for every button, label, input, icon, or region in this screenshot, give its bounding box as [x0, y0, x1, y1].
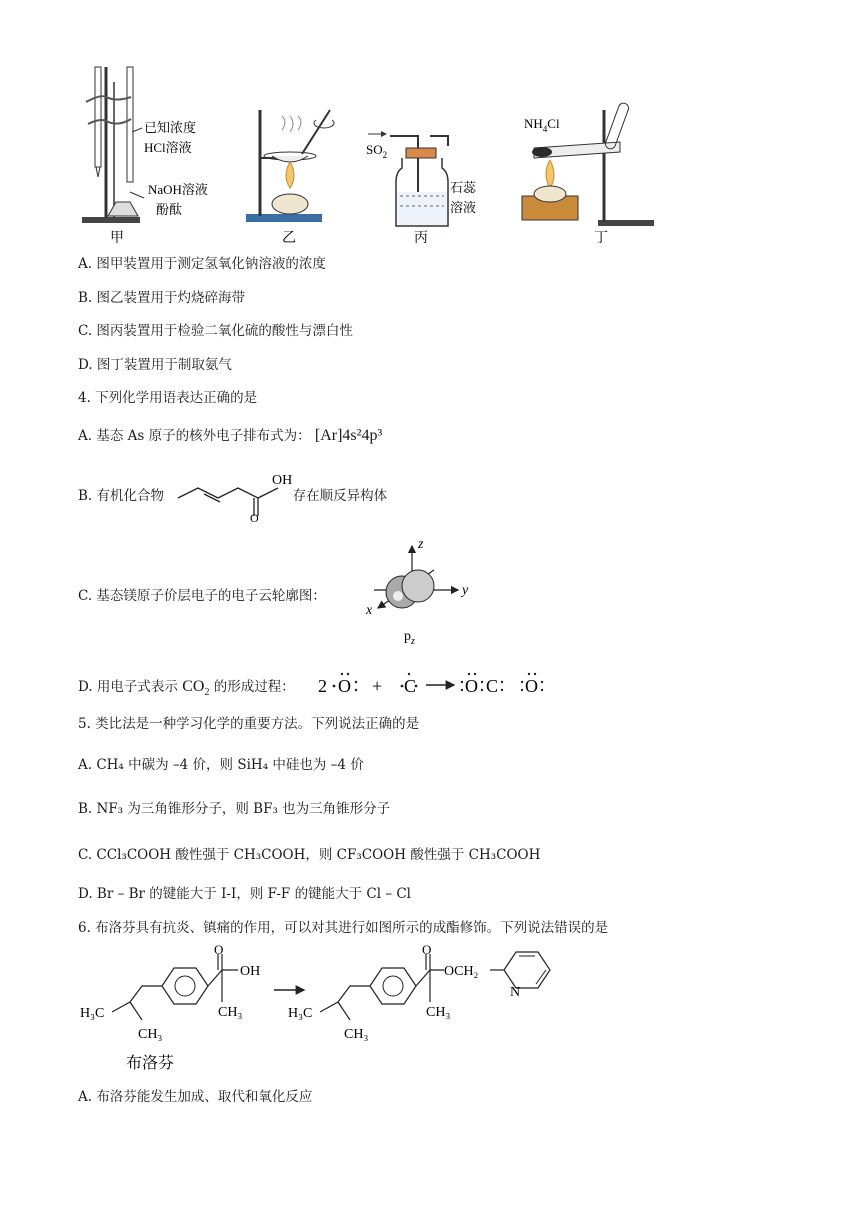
q4-option-b-post: 存在顺反异构体 [292, 488, 388, 504]
q4-option-a-text: A. 基态 As 原子的核外电子排布式为： [78, 428, 311, 444]
label-sol-1: 石蕊 [450, 180, 477, 195]
label-reagent: $NH_4Cl$ [524, 116, 560, 134]
q4-option-d-co2: $CO_2$ [182, 678, 210, 699]
q3-option-d: D. 图丁装置用于制取氨气 [78, 357, 232, 373]
pz-orbital-diagram [364, 534, 476, 646]
caption-yi: 乙 [282, 231, 296, 246]
apparatus-figure-bing [362, 126, 482, 246]
q3-option-c: C. 图丙装置用于检验二氧化硫的酸性与漂白性 [78, 323, 353, 339]
apparatus-figure-ding [512, 90, 662, 246]
struct-och2: OCH₂ [444, 964, 479, 979]
struct-ch3-3: CH₃ [344, 1027, 369, 1042]
q6-stem: 6. 布洛芬具有抗炎、镇痛的作用，可以对其进行如图所示的成酯修饰。下列说法错误的是 [78, 920, 609, 936]
eq-product-o1: O [465, 676, 478, 696]
eq-o: O [338, 676, 351, 696]
q4-option-d [78, 677, 295, 703]
q5-stem: 5. 类比法是一种学习化学的重要方法。下列说法正确的是 [78, 716, 420, 732]
axis-z: z [418, 537, 424, 552]
apparatus-figure-jia [76, 62, 226, 246]
eq-product-c: C [486, 676, 499, 696]
q4-stem: 4. 下列化学用语表达正确的是 [78, 390, 258, 406]
caption-jia: 甲 [110, 231, 124, 246]
struct-ch3-2: CH₃ [218, 1005, 243, 1020]
ibuprofen-caption: 布洛芬 [126, 1055, 175, 1072]
label-acid-1: 已知浓度 [144, 120, 197, 135]
crotonic-acid-structure [176, 464, 300, 522]
struct-oh: OH [240, 964, 261, 979]
struct-oh: OH [272, 473, 293, 488]
label-base-2: 酚酞 [156, 202, 183, 217]
axis-y: y [462, 583, 469, 598]
q3-option-b: B. 图乙装置用于灼烧碎海带 [78, 290, 246, 306]
q5-option-c: C. CCl₃COOH 酸性强于 CH₃COOH，则 CF₃COOH 酸性强于 CH₃COOH [78, 847, 541, 863]
struct-o: O [250, 511, 259, 522]
struct-o-1: O [214, 944, 224, 957]
q6-option-a: A. 布洛芬能发生加成、取代和氧化反应 [78, 1089, 313, 1105]
q5-option-d: D. Br – Br 的键能大于 I-I，则 F-F 的键能大于 Cl – Cl [78, 886, 412, 902]
eq-product-o2: O [525, 676, 538, 696]
ibuprofen-esterification-scheme [78, 944, 558, 1076]
apparatus-figure-yi [238, 96, 348, 246]
struct-o-2: O [422, 944, 432, 957]
orbital-label: $p_z$ [404, 629, 415, 646]
eq-c: C [404, 676, 417, 696]
eq-coef: 2 [318, 676, 327, 696]
struct-h3c-1: H₃C [80, 1006, 105, 1021]
struct-ch3-1: CH₃ [138, 1027, 163, 1042]
label-sol-2: 溶液 [450, 200, 477, 215]
q4-option-b-pre: B. 有机化合物 [78, 488, 165, 504]
q3-option-a: A. 图甲装置用于测定氢氧化钠溶液的浓度 [78, 256, 326, 272]
label-base-1: NaOH溶液 [148, 182, 208, 197]
q4-option-c: C. 基态镁原子价层电子的电子云轮廓图： [78, 588, 326, 604]
struct-h3c-2: H₃C [288, 1006, 313, 1021]
q5-option-a: A. CH₄ 中碳为 –4 价，则 SiH₄ 中硅也为 –4 价 [78, 757, 364, 773]
eq-plus: + [372, 676, 383, 696]
q4-option-d-text: D. 用电子式表示 [78, 679, 178, 695]
caption-ding: 丁 [594, 231, 608, 246]
caption-bing: 丙 [414, 231, 428, 246]
co2-electron-formula [314, 670, 554, 700]
q4-option-a-formula: [Ar]4s²4p³ [314, 427, 383, 444]
q4-option-a [78, 426, 382, 446]
struct-n: N [510, 985, 521, 1000]
label-gas: $SO_2$ [366, 142, 388, 160]
q5-option-b: B. NF₃ 为三角锥形分子，则 BF₃ 也为三角锥形分子 [78, 801, 391, 817]
axis-x: x [366, 603, 373, 618]
q4-option-d-tail: 的形成过程： [213, 679, 295, 695]
struct-ch3-4: CH₃ [426, 1005, 451, 1020]
label-acid-2: HCl溶液 [144, 140, 192, 155]
